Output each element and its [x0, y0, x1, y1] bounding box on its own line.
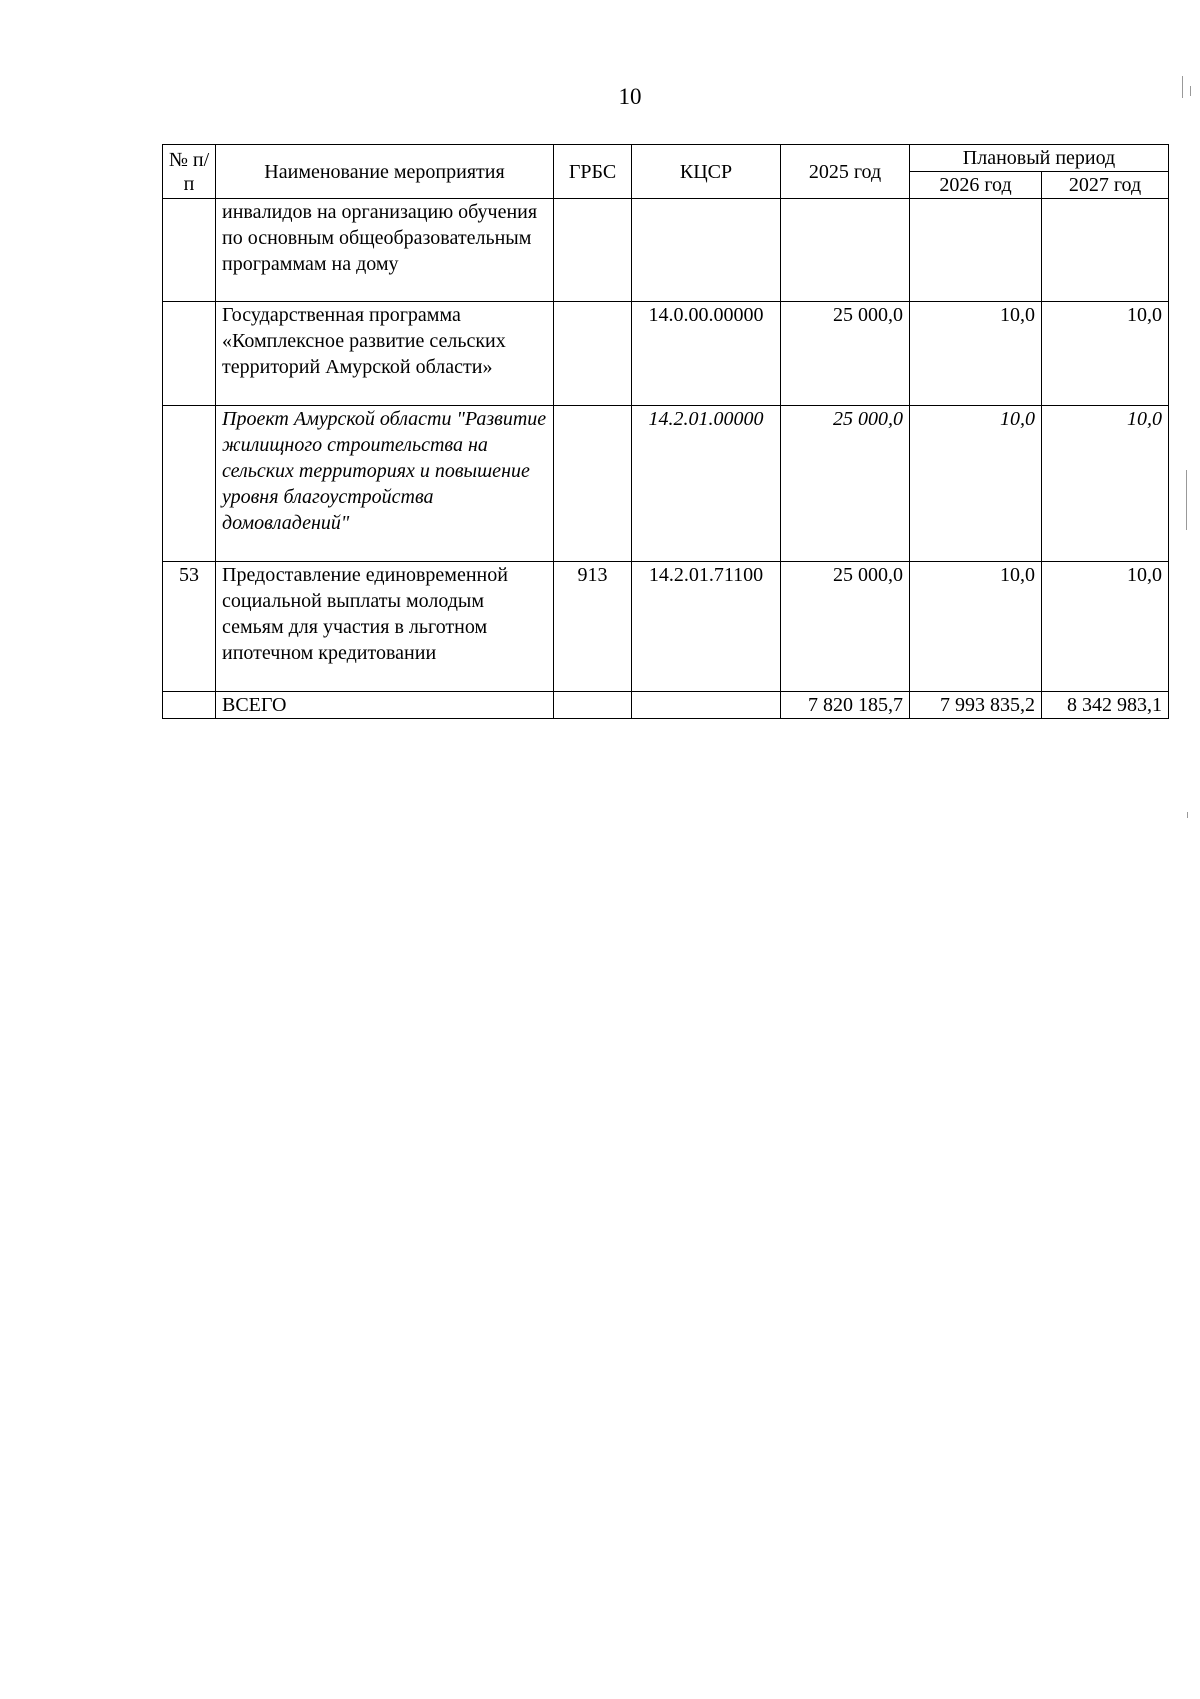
row-2025: 25 000,0	[781, 302, 910, 406]
total-label: ВСЕГО	[216, 692, 554, 719]
header-2027: 2027 год	[1042, 172, 1169, 199]
row-2026: 10,0	[910, 406, 1042, 562]
row-2025	[781, 199, 910, 302]
row-2026: 10,0	[910, 302, 1042, 406]
table-row	[163, 199, 1169, 302]
scan-mark	[1187, 812, 1188, 818]
total-2026: 7 993 835,2	[910, 692, 1042, 719]
header-planned-period: Плановый период	[910, 145, 1169, 172]
header-2025: 2025 год	[781, 145, 910, 199]
page-number: 10	[618, 84, 642, 109]
row-grbs	[554, 406, 632, 562]
header-2026: 2026 год	[910, 172, 1042, 199]
row-2026	[910, 199, 1042, 302]
row-name: инвалидов на организацию обучения по основным общеобразовательным программам на дому	[216, 199, 554, 302]
total-num	[163, 692, 216, 719]
total-row	[163, 692, 1169, 719]
row-2027: 10,0	[1042, 562, 1169, 692]
row-grbs: 913	[554, 562, 632, 692]
row-name: Государственная программа «Комплексное развитие сельских территорий Амурской области»	[216, 302, 554, 406]
scan-mark	[1190, 86, 1191, 96]
row-num: 53	[163, 562, 216, 692]
row-grbs	[554, 199, 632, 302]
total-2027: 8 342 983,1	[1042, 692, 1169, 719]
header-name: Наименование мероприятия	[216, 145, 554, 199]
row-name: Предоставление единовременной социальной выплаты молодым семьям для участия в льготном ипотечном кредитовании	[216, 562, 554, 692]
budget-table	[162, 144, 1169, 719]
header-num: № п/п	[163, 145, 216, 199]
row-2027	[1042, 199, 1169, 302]
header-kcsr: КЦСР	[632, 145, 781, 199]
row-2026: 10,0	[910, 562, 1042, 692]
total-2025: 7 820 185,7	[781, 692, 910, 719]
row-kcsr	[632, 199, 781, 302]
row-2025: 25 000,0	[781, 562, 910, 692]
header-grbs: ГРБС	[554, 145, 632, 199]
row-2027: 10,0	[1042, 302, 1169, 406]
row-num	[163, 199, 216, 302]
row-2025: 25 000,0	[781, 406, 910, 562]
row-2027: 10,0	[1042, 406, 1169, 562]
table-row	[163, 562, 1169, 692]
row-num	[163, 406, 216, 562]
table-row	[163, 302, 1169, 406]
row-kcsr: 14.0.00.00000	[632, 302, 781, 406]
row-kcsr: 14.2.01.71100	[632, 562, 781, 692]
table-row	[163, 406, 1169, 562]
total-grbs	[554, 692, 632, 719]
total-kcsr	[632, 692, 781, 719]
row-num	[163, 302, 216, 406]
scan-mark	[1186, 470, 1187, 530]
row-kcsr: 14.2.01.00000	[632, 406, 781, 562]
scan-mark	[1182, 76, 1183, 98]
row-grbs	[554, 302, 632, 406]
row-name: Проект Амурской области "Развитие жилищного строительства на сельских территориях и повышение уровня благоустройства домовладений"	[216, 406, 554, 562]
